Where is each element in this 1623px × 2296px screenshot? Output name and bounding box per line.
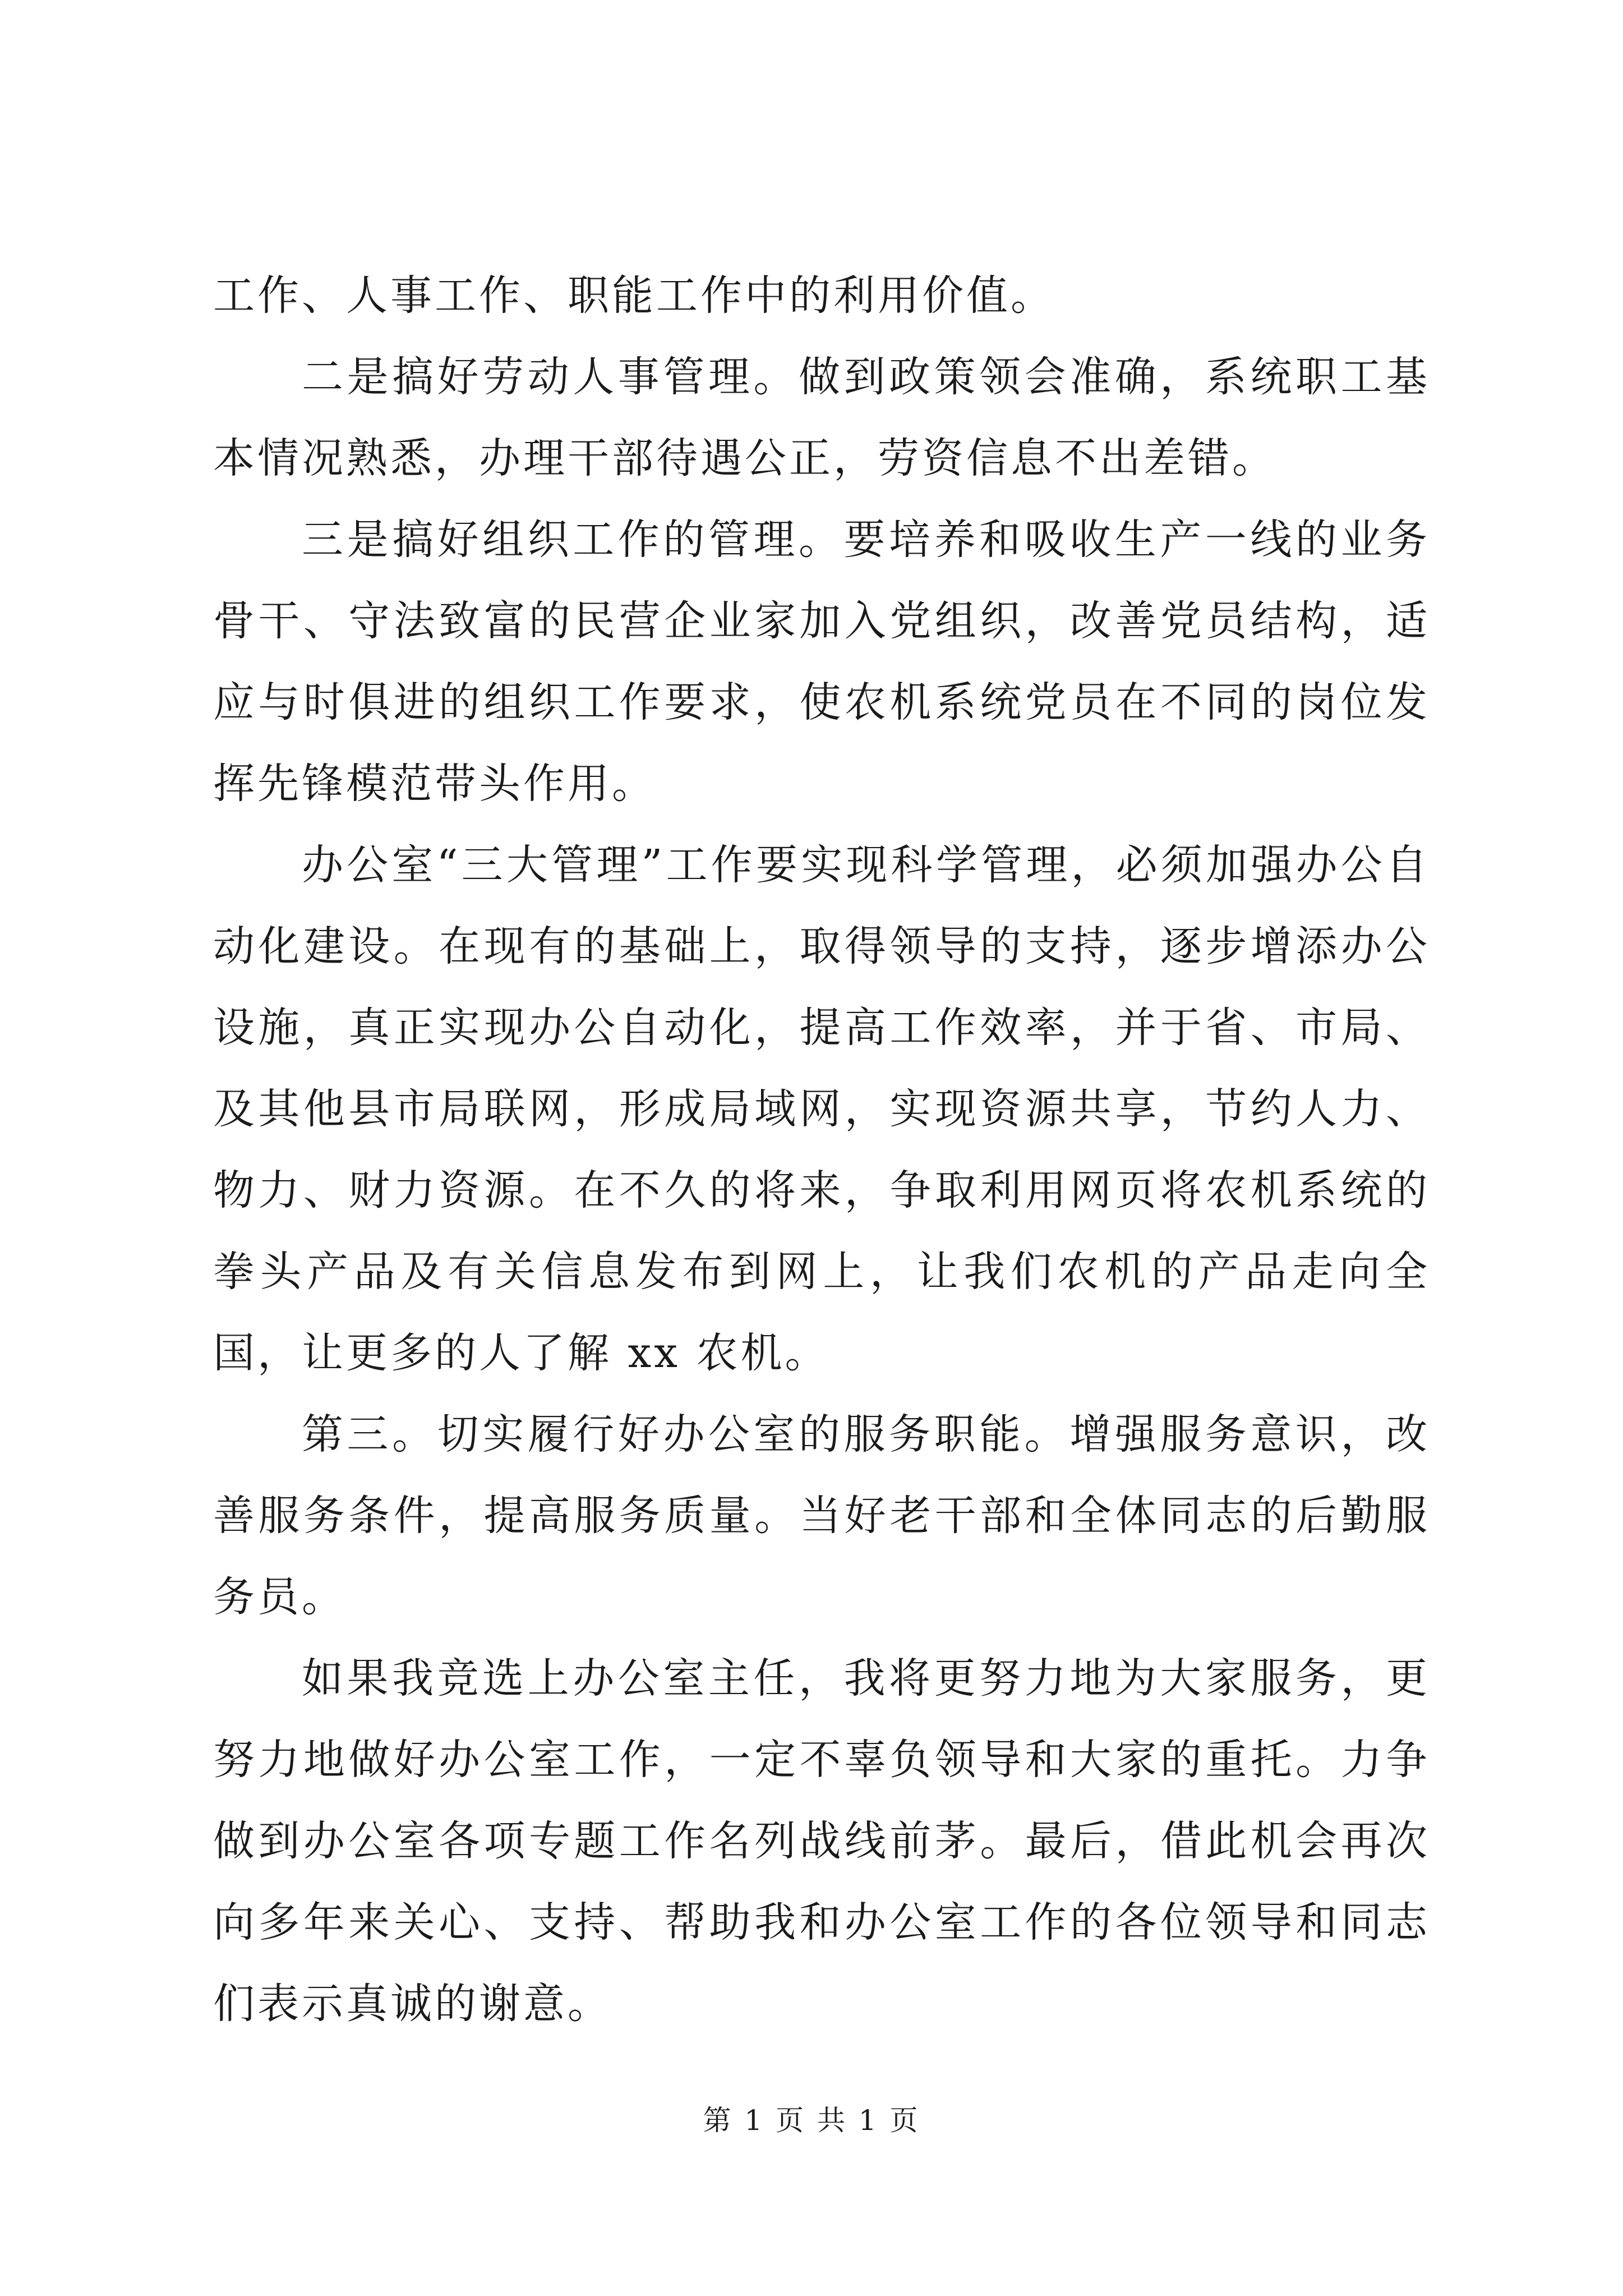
paragraph-6: 如果我竞选上办公室主任，我将更努力地为大家服务，更努力地做好办公室工作，一定不辜负领导和大家的重托。力争做到办公室各项专题工作名列战线前茅。最后，借此机会再次向多年来关心、支持、帮助我和办公室工作的各位领导和同志们表示真诚的谢意。 bbox=[213, 1654, 1430, 2028]
paragraph-1: 工作、人事工作、职能工作中的利用价值。 bbox=[213, 272, 1055, 320]
paragraph-5: 第三。切实履行好办公室的服务职能。增强服务意识，改善服务条件，提高服务质量。当好老干部和全体同志的后勤服务员。 bbox=[213, 1410, 1430, 1621]
paragraph-4: 办公室“三大管理”工作要实现科学管理，必须加强办公自动化建设。在现有的基础上，取得领导的支持，逐步增添办公设施，真正实现办公自动化，提高工作效率，并于省、市局、及其他县市局联网，形成局域网，实现资源共享，节约人力、物力、财力资源。在不久的将来，争取利用网页将农机系统的拳头产品及有关信息发布到网上，让我们农机的产品走向全国，让更多的人了解 xx 农机。 bbox=[213, 841, 1430, 1377]
page-footer: 第 1 页 共 1 页 bbox=[703, 2104, 920, 2137]
paragraph-3: 三是搞好组织工作的管理。要培养和吸收生产一线的业务骨干、守法致富的民营企业家加入党组织，改善党员结构，适应与时俱进的组织工作要求，使农机系统党员在不同的岗位发挥先锋模范带头作用。 bbox=[213, 516, 1430, 808]
paragraph-2: 二是搞好劳动人事管理。做到政策领会准确，系统职工基本情况熟悉，办理干部待遇公正，劳资信息不出差错。 bbox=[213, 353, 1430, 482]
document-body bbox=[213, 255, 1430, 2045]
